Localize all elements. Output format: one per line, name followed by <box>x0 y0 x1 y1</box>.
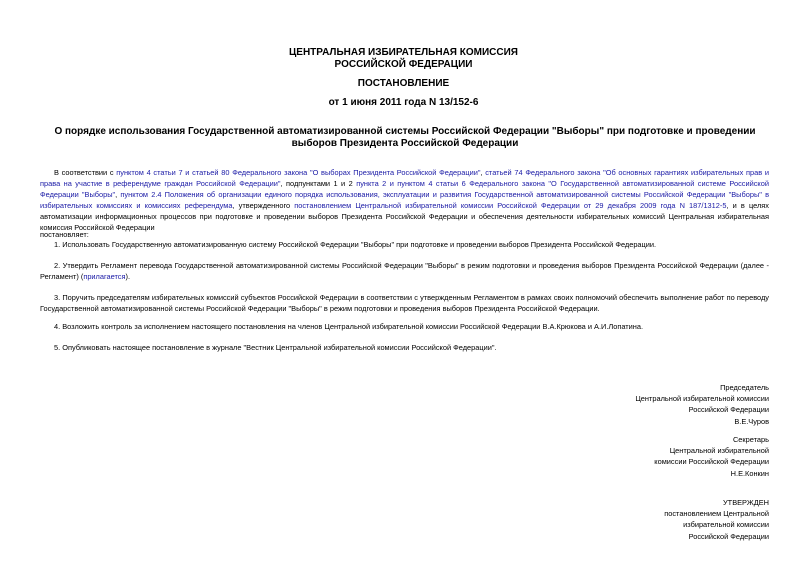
appendix-link[interactable]: прилагается <box>83 272 126 281</box>
secretary-org-line2: комиссии Российской Федерации <box>654 457 769 467</box>
doc-type: ПОСТАНОВЛЕНИЕ <box>357 78 450 89</box>
law-link-gas-vybory[interactable]: пункта 2 и пунктом 4 статьи 6 Федерального закона "О Государственной автоматизированной системе Российской Федерации "Выборы" <box>40 179 769 199</box>
org-name-line2: РОССИЙСКОЙ ФЕДЕРАЦИИ <box>334 59 473 70</box>
secretary-signature-block <box>569 434 769 479</box>
preamble-text: , и в целях автоматизации информационных процессов при подготовке и проведении выборов Президента Российской Федерации и обеспечения деятельности избирательных комиссий Центральная избирательная комиссия Российской Федерации <box>40 201 769 232</box>
regulation-link[interactable]: пунктом 2.4 Положения об организации единого порядка использования, эксплуатации и развития Государственной автоматизированной системы Российской Федерации "Выборы" в избирательных комиссиях и комиссиях референдума <box>40 190 769 210</box>
doc-title: О порядке использования Государственной автоматизированной системы Российской Федерации "Выборы" при подготовке и проведении выборов Президента Российской Федерации <box>54 126 756 149</box>
secretary-role: Секретарь <box>732 435 769 444</box>
approval-heading: УТВЕРЖДЕН <box>722 498 769 507</box>
chairman-role: Председатель <box>720 383 769 392</box>
secretary-name: Н.Е.Конкин <box>730 468 769 478</box>
chairman-name: В.Е.Чуров <box>734 416 769 426</box>
org-name-line1: ЦЕНТРАЛЬНАЯ ИЗБИРАТЕЛЬНАЯ КОМИССИЯ <box>288 47 518 58</box>
law-link-electoral-rights[interactable]: статьей 74 Федерального закона "Об основных гарантиях избирательных прав и права на участие в референдуме граждан Российской Федерации" <box>40 168 769 188</box>
approval-line1: постановлением Центральной <box>664 509 769 519</box>
preamble-text: , <box>480 168 486 177</box>
doc-date-number: от 1 июня 2011 года N 13/152-6 <box>328 97 479 108</box>
preamble-text: В соответствии с <box>54 168 117 177</box>
item-2 <box>40 260 769 282</box>
chairman-org-line2: Российской Федерации <box>688 405 769 415</box>
item-4: 4. Возложить контроль за исполнением настоящего постановления на членов Центральной избирательной комиссии Российской Федерации В.А.Крюкова и А.И.Лопатина. <box>54 322 644 331</box>
item-3: 3. Поручить председателям избирательных комиссий субъектов Российской Федерации в соответствии с утвержденным Регламентом в рамках своих полномочий обеспечить выполнение работ по переводу Государственной автоматизированной системы Российской Федерации "Выборы" в режим подготовки и проведения выборов Президента Российской Федерации. <box>40 293 769 313</box>
approval-block <box>569 497 769 542</box>
law-link-presidential-elections[interactable]: пунктом 4 статьи 7 и статьей 80 Федерального закона "О выборах Президента Российской Федерации" <box>116 168 481 177</box>
item-5: 5. Опубликовать настоящее постановление в журнале "Вестник Центральной избирательной комиссии Российской Федерации". <box>54 343 497 352</box>
preamble-text: , подпунктами 1 и 2 <box>280 179 357 188</box>
item-2-text: 2. Утвердить Регламент перевода Государственной автоматизированной системы Российской Федерации "Выборы" в режим подготовки и проведения выборов Президента Российской Федерации (далее - Регламент) ( <box>40 261 769 281</box>
item-1: 1. Использовать Государственную автоматизированную систему Российской Федерации "Выборы" при подготовке и проведении выборов Президента Российской Федерации. <box>54 240 657 249</box>
chairman-signature-block <box>569 382 769 427</box>
resolves-label: постановляет: <box>40 230 89 239</box>
preamble-text: , утвержденного <box>232 201 295 210</box>
resolution-link[interactable]: постановлением Центральной избирательной комиссии Российской Федерации от 29 декабря 2009 года N 187/1312-5 <box>294 201 727 210</box>
secretary-org-line1: Центральной избирательной <box>669 446 769 456</box>
item-2-text-end: ). <box>125 272 130 281</box>
preamble-paragraph <box>40 167 769 233</box>
approval-line2: избирательной комиссии <box>683 520 769 530</box>
approval-line3: Российской Федерации <box>688 531 769 541</box>
chairman-org-line1: Центральной избирательной комиссии <box>635 394 769 404</box>
preamble-text: , <box>115 190 121 199</box>
